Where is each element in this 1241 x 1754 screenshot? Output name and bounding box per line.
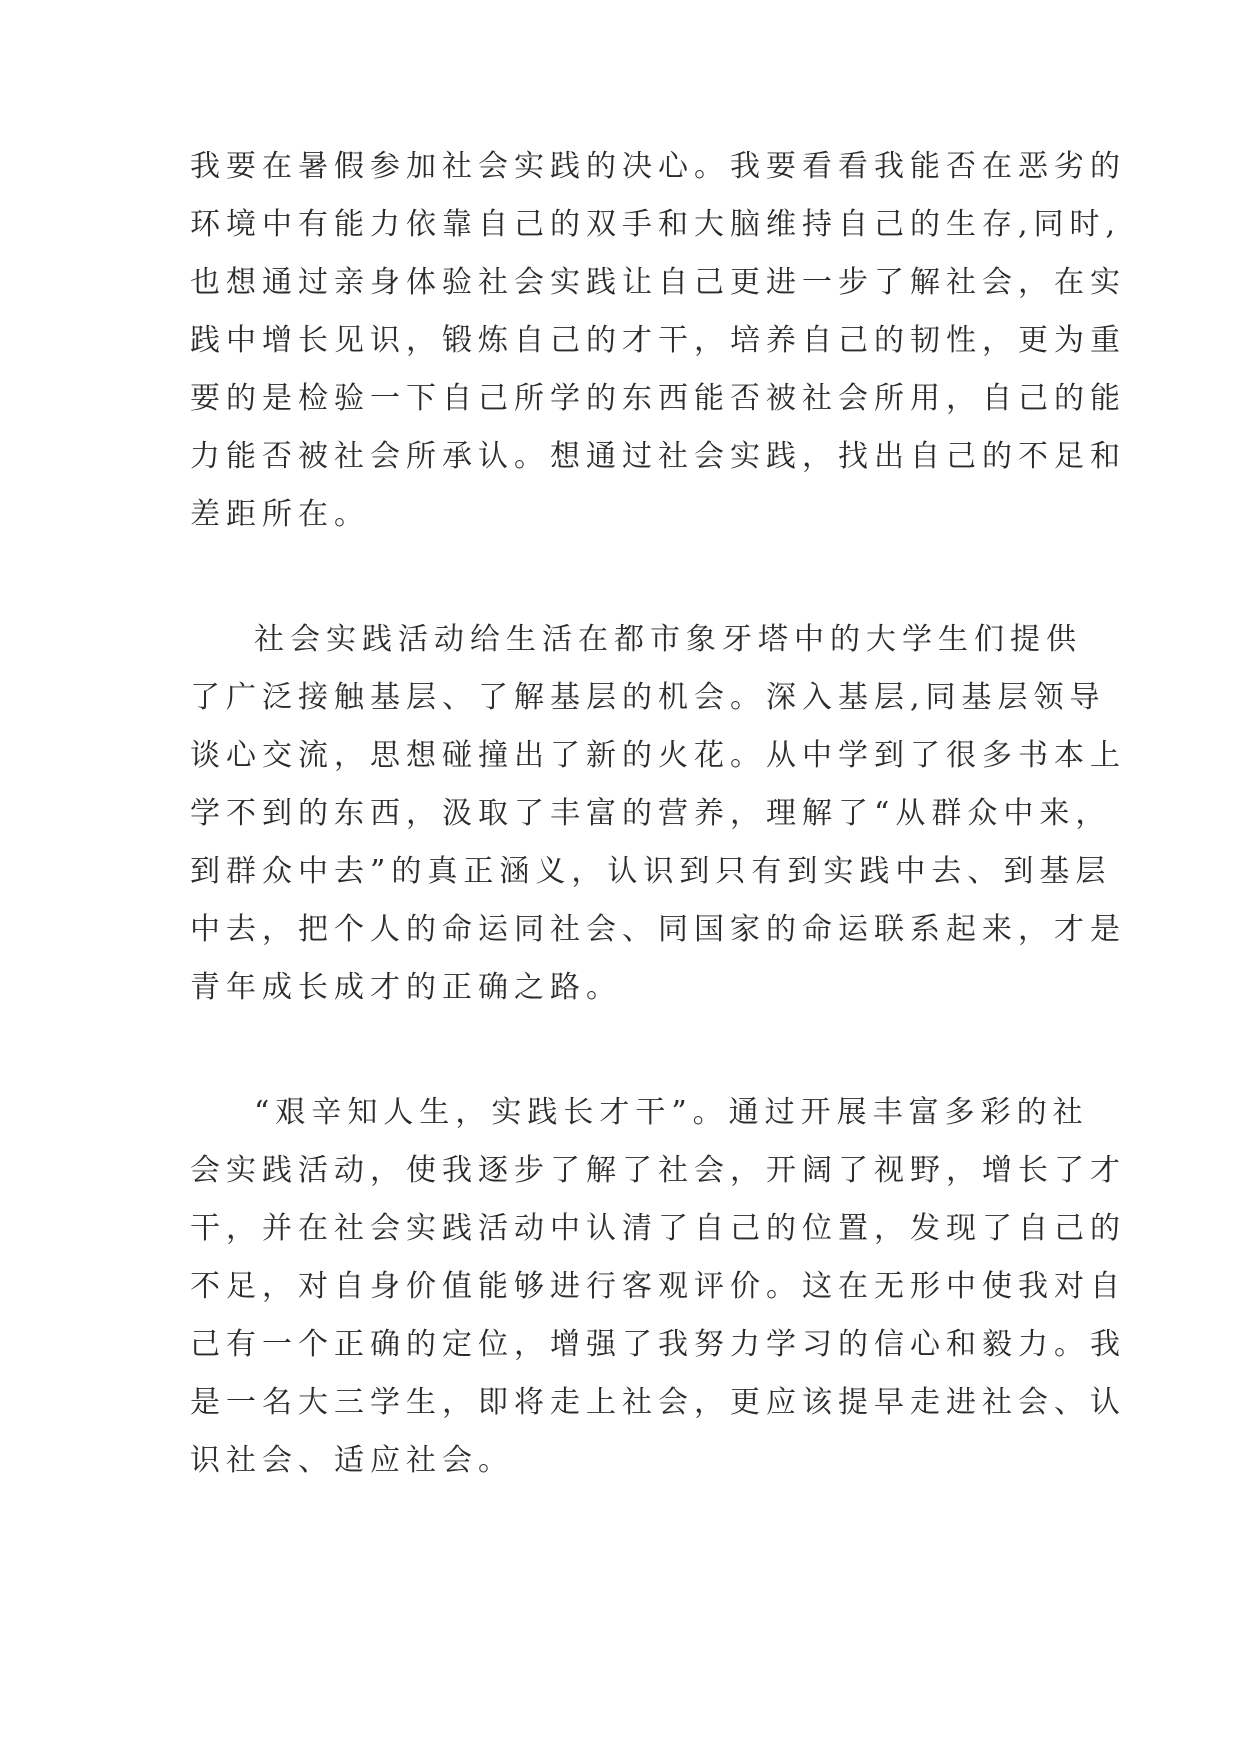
paragraph-2-line-5: 到群众中去”的真正涵义，认识到只有到实践中去、到基层 bbox=[190, 854, 1112, 889]
paragraph-3-line-1: “艰辛知人生，实践长才干”。通过开展丰富多彩的社 bbox=[254, 1095, 1089, 1130]
paragraph-1-line-3: 也想通过亲身体验社会实践让自己更进一步了解社会，在实 bbox=[190, 265, 1126, 300]
paragraph-1-line-4: 践中增长见识，锻炼自己的才干，培养自己的韧性，更为重 bbox=[190, 323, 1126, 358]
paragraph-3-line-4: 不足，对自身价值能够进行客观评价。这在无形中使我对自 bbox=[190, 1269, 1126, 1304]
paragraph-1-line-5: 要的是检验一下自己所学的东西能否被社会所用，自己的能 bbox=[190, 381, 1126, 416]
paragraph-3-line-7: 识社会、适应社会。 bbox=[190, 1443, 514, 1478]
paragraph-1-line-6: 力能否被社会所承认。想通过社会实践，找出自己的不足和 bbox=[190, 439, 1126, 474]
paragraph-2-line-4: 学不到的东西，汲取了丰富的营养，理解了“从群众中来， bbox=[190, 796, 1112, 831]
paragraph-3-line-2: 会实践活动，使我逐步了解了社会，开阔了视野，增长了才 bbox=[190, 1153, 1126, 1188]
paragraph-2-line-6: 中去，把个人的命运同社会、同国家的命运联系起来，才是 bbox=[190, 912, 1126, 947]
paragraph-1-line-2: 环境中有能力依靠自己的双手和大脑维持自己的生存,同时, bbox=[190, 207, 1122, 242]
paragraph-3-line-6: 是一名大三学生，即将走上社会，更应该提早走进社会、认 bbox=[190, 1385, 1126, 1420]
paragraph-3-line-5: 己有一个正确的定位，增强了我努力学习的信心和毅力。我 bbox=[190, 1327, 1126, 1362]
paragraph-1-line-7: 差距所在。 bbox=[190, 497, 370, 532]
paragraph-2-line-3: 谈心交流，思想碰撞出了新的火花。从中学到了很多书本上 bbox=[190, 738, 1126, 773]
paragraph-2-line-2: 了广泛接触基层、了解基层的机会。深入基层,同基层领导 bbox=[190, 680, 1106, 715]
paragraph-2-line-7: 青年成长成才的正确之路。 bbox=[190, 970, 622, 1005]
paragraph-1-line-1: 我要在暑假参加社会实践的决心。我要看看我能否在恶劣的 bbox=[190, 149, 1126, 184]
paragraph-3-line-3: 干，并在社会实践活动中认清了自己的位置，发现了自己的 bbox=[190, 1211, 1126, 1246]
paragraph-2-line-1: 社会实践活动给生活在都市象牙塔中的大学生们提供 bbox=[254, 622, 1082, 657]
